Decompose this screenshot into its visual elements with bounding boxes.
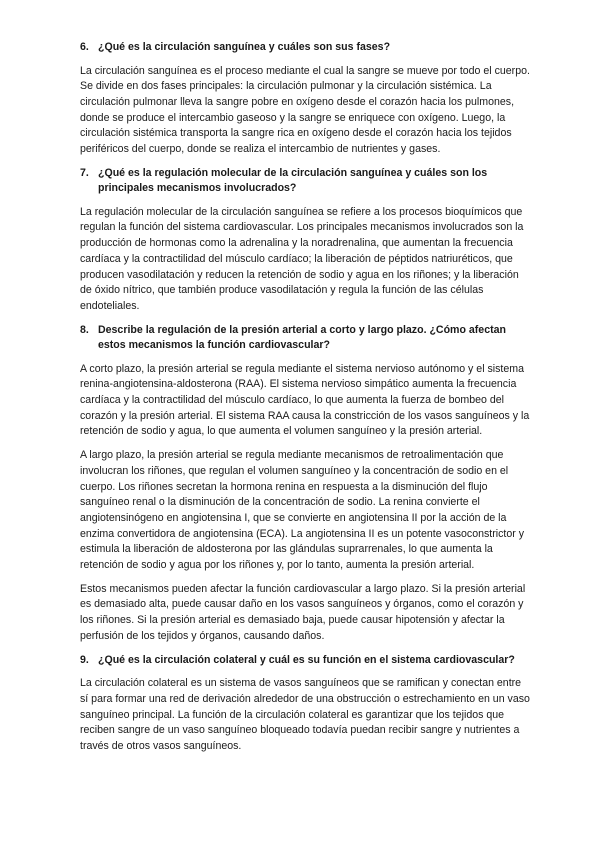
question-number: 9. <box>80 653 89 666</box>
section-8 <box>80 323 530 645</box>
question-heading <box>80 653 530 669</box>
question-text: ¿Qué es la circulación sanguínea y cuáles son sus fases? <box>98 41 391 53</box>
question-heading <box>80 40 530 56</box>
section-9 <box>80 653 530 755</box>
question-number: 7. <box>80 166 89 179</box>
answer-paragraph: La circulación colateral es un sistema de vasos sanguíneos que se ramifican y conectan entre sí para formar una red de derivación alrededor de una obstrucción o estrechamiento en un vaso sanguíneo principal. La función de la circulación colateral es garantizar que los tejidos que reciben sangre de un vaso sanguíneo bloqueado todavía puedan recibir sangre y nutrientes a través de otros vasos sanguíneos. <box>80 677 530 752</box>
answer-paragraph: La circulación sanguínea es el proceso mediante el cual la sangre se mueve por todo el cuerpo. Se divide en dos fases principales: la circulación pulmonar y la circulación sistémica. La circulación pulmonar lleva la sangre pobre en oxígeno desde el corazón hacia los pulmones, donde se produce el intercambio gaseoso y la sangre se enriquece con oxígeno. Luego, la circulación sistémica transporta la sangre rica en oxígeno desde el corazón hacia los tejidos periféricos del cuerpo, donde se realiza el intercambio de nutrientes y gases. <box>80 64 530 156</box>
question-text: Describe la regulación de la presión arterial a corto y largo plazo. ¿Cómo afectan estos mecanismos la función cardiovascular? <box>98 323 506 352</box>
answer-paragraph: La regulación molecular de la circulación sanguínea se refiere a los procesos bioquímicos que regulan la función del sistema cardiovascular. Los principales mecanismos involucrados son la producción de hormonas como la adrenalina y la noradrenalina, que aumentan la frecuencia cardíaca y la contractilidad del músculo cardíaco; la liberación de péptidos natriuréticos, que producen vasodilatación y reducen la retención de sodio y agua en los riñones; y la liberación de óxido nítrico, que también produce vasodilatación y regula la función de las células endoteliales. <box>80 205 524 312</box>
answer-paragraph: A largo plazo, la presión arterial se regula mediante mecanismos de retroalimentación que involucran los riñones, que regulan el volumen sanguíneo y la concentración de sodio en el cuerpo. Los riñones secretan la hormona renina en respuesta a la disminución del flujo sanguíneo renal o la disminución de la concentración de sodio. La renina convierte el angiotensinógeno en angiotensina I, que se convierte en angiotensina II por la acción de la enzima convertidora de angiotensina (ECA). La angiotensina II es un potente vasoconstrictor y estimula la liberación de aldosterona por las glándulas suprarrenales, lo que aumenta la retención de sodio y agua por los riñones y, por lo tanto, aumenta la presión arterial. <box>80 449 525 572</box>
section-6 <box>80 40 530 158</box>
question-heading <box>80 166 530 197</box>
question-number: 6. <box>80 41 89 53</box>
question-heading <box>80 323 530 354</box>
answer-paragraph: A corto plazo, la presión arterial se regula mediante el sistema nervioso autónomo y el sistema renina-angiotensina-aldosterona (RAA). El sistema nervioso simpático aumenta la frecuencia cardíaca y la contractilidad del músculo cardíaco, lo que aumenta la fuerza de bombeo del corazón y la presión arterial. El sistema RAA causa la constricción de los vasos sanguíneos y la retención de sodio y agua, lo que aumenta el volumen sanguíneo y la presión arterial. <box>80 362 530 438</box>
answer-paragraph: Estos mecanismos pueden afectar la función cardiovascular a largo plazo. Si la presión arterial es demasiado alta, puede causar daño en los vasos sanguíneos y órganos, como el corazón y los riñones. Si la presión arterial es demasiado baja, puede causar hipotensión y afectar la perfusión de los tejidos y órganos, causando daños. <box>80 582 526 642</box>
question-text: ¿Qué es la circulación colateral y cuál es su función en el sistema cardiovascular? <box>98 653 515 666</box>
section-7 <box>80 166 530 315</box>
question-number: 8. <box>80 323 89 336</box>
question-text: ¿Qué es la regulación molecular de la circulación sanguínea y cuáles son los principales mecanismos involucrados? <box>98 166 488 195</box>
